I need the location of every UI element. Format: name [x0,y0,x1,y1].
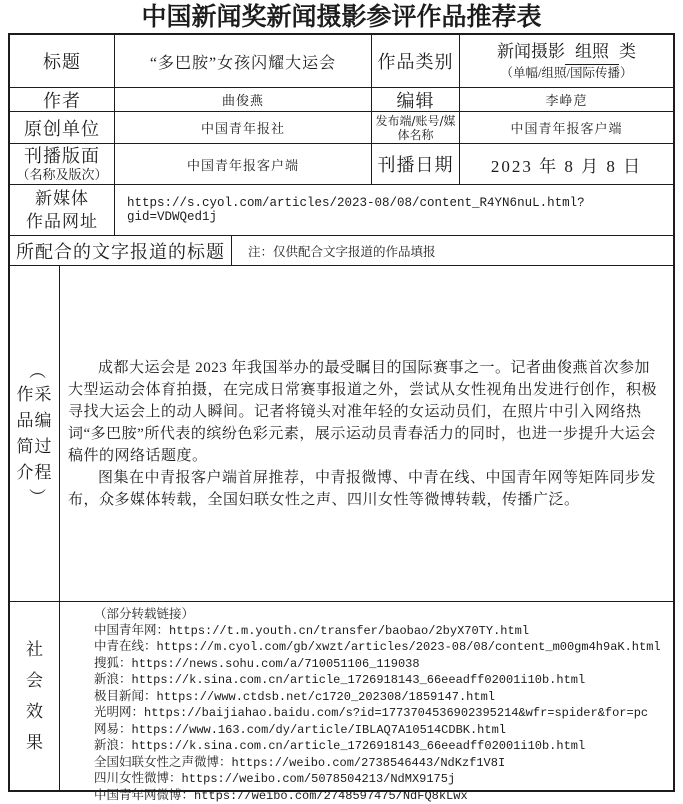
intro-label-lines: （ 作采 品编 简过 介程 ） [17,360,53,508]
repost-link [94,771,667,788]
repost-url: https://weibo.com/2748597475/NdFQ8kLwx [194,789,468,803]
repost-url: https://www.ctdsb.net/c1720_202308/1859147.html [157,690,495,704]
repost-link [94,722,667,739]
row-org-channel [10,112,673,144]
repost-site-name: 网易： [94,722,132,736]
category-options-note: （单幅/组照/国际传播） [501,65,633,82]
repost-site-name: 新浪： [94,672,132,686]
repost-link [94,788,667,804]
repost-site-name: 中国青年网： [94,623,169,637]
repost-site-name: 搜狐： [94,656,132,670]
newmedia-url-label [10,185,115,235]
repost-url: https://weibo.com/5078504213/NdMX9175j [182,772,456,786]
related-report-label: 所配合的文字报道的标题 [10,236,232,265]
page-label-main: 刊播版面 [24,146,100,167]
newmedia-url-value [115,185,673,235]
effects-content [60,602,673,790]
newmedia-label-line1: 新媒体 [35,187,89,210]
recommendation-form-table [8,33,675,792]
row-page-date [10,144,673,185]
channel-label: 发布端/账号/媒体名称 [372,112,460,143]
page-label-sub: （名称及版次） [16,167,107,182]
repost-site-name: 四川女性微博： [94,771,182,785]
repost-links-list [94,623,667,804]
category-line [497,40,636,65]
repost-link [94,672,667,689]
newmedia-label-line2: 作品网址 [26,210,98,233]
row-author-editor [10,88,673,112]
repost-link [94,705,667,722]
repost-link [94,755,667,772]
org-label: 原创单位 [10,112,115,143]
author-value: 曲俊燕 [115,88,372,111]
channel-value: 中国青年报客户端 [460,112,673,143]
row-related-report [10,236,673,266]
repost-url: https://k.sina.com.cn/article_1726918143_66eeadff02001i10b.html [132,673,586,687]
repost-url: https://www.163.com/dy/article/IBLAQ7A10514CDBK.html [132,723,506,737]
page-value: 中国青年报客户端 [115,144,372,184]
repost-site-name: 新浪： [94,738,132,752]
title-value: “多巴胺”女孩闪耀大运会 [115,35,372,87]
repost-link [94,623,667,640]
repost-url: https://m.cyol.com/gb/xwzt/articles/2023-08/08/content_m00gm4h9aK.html [157,640,661,654]
category-suffix: 类 [619,42,636,61]
related-report-note: 注：仅供配合文字报道的作品填报 [248,242,436,260]
repost-url: https://weibo.com/2738546443/NdKzf1V8I [232,756,506,770]
article-url: https://s.cyol.com/articles/2023-08/08/content_R4YN6nuL.html?gid=VDWQed1j [127,196,673,224]
row-url [10,185,673,236]
repost-links-header: （部分转载链接） [94,607,667,623]
editor-label: 编辑 [372,88,460,111]
repost-url: https://news.sohu.com/a/710051106_119038 [132,657,420,671]
repost-link [94,656,667,673]
repost-site-name: 中国青年网微博： [94,788,194,802]
category-selected: 组照 [565,40,619,65]
repost-url: https://k.sina.com.cn/article_1726918143_66eeadff02001i10b.html [132,739,586,753]
repost-url: https://baijiahao.baidu.com/s?id=1773704536902395214&wfr=spider&for=pc [144,706,648,720]
repost-site-name: 中青在线： [94,639,157,653]
title-label: 标题 [10,35,115,87]
repost-link [94,639,667,656]
intro-text [60,266,673,601]
category-value [460,35,673,87]
row-intro [10,266,673,602]
repost-site-name: 极目新闻： [94,689,157,703]
row-effects [10,602,673,790]
repost-site-name: 全国妇联女性之声微博： [94,755,232,769]
related-report-note-cell [232,236,673,265]
date-value: 2023 年 8 月 8 日 [460,144,673,184]
category-label: 作品类别 [372,35,460,87]
page-title: 中国新闻奖新闻摄影参评作品推荐表 [0,2,683,32]
intro-label [10,266,60,601]
date-label: 刊播日期 [372,144,460,184]
repost-link [94,689,667,706]
category-prefix: 新闻摄影 [497,42,565,61]
page-label [10,144,115,184]
repost-url: https://t.m.youth.cn/transfer/baobao/2byX70TY.html [169,624,529,638]
editor-value: 李峥苨 [460,88,673,111]
effects-label: 社会效果 [10,602,60,790]
row-title [10,35,673,88]
repost-site-name: 光明网： [94,705,144,719]
intro-paragraph-2: 图集在中青报客户端首屏推荐，中青报微博、中青在线、中国青年网等矩阵同步发布，众多媒体转载，全国妇联女性之声、四川女性等微博转载，传播广泛。 [68,467,659,511]
intro-paragraph-1: 成都大运会是 2023 年我国举办的最受瞩目的国际赛事之一。记者曲俊燕首次参加大型运动会体育拍摄，在完成日常赛事报道之外，尝试从女性视角出发进行创作，积极寻找大运会上的动人瞬间。记者将镜头对准年轻的女运动员们，在照片中引入网络热词“多巴胺”所代表的缤纷色彩元素，展示运动员青春活力的同时，也进一步提升大运会稿件的网络话题度。 [68,357,659,467]
repost-link [94,738,667,755]
org-value: 中国青年报社 [115,112,372,143]
author-label: 作者 [10,88,115,111]
